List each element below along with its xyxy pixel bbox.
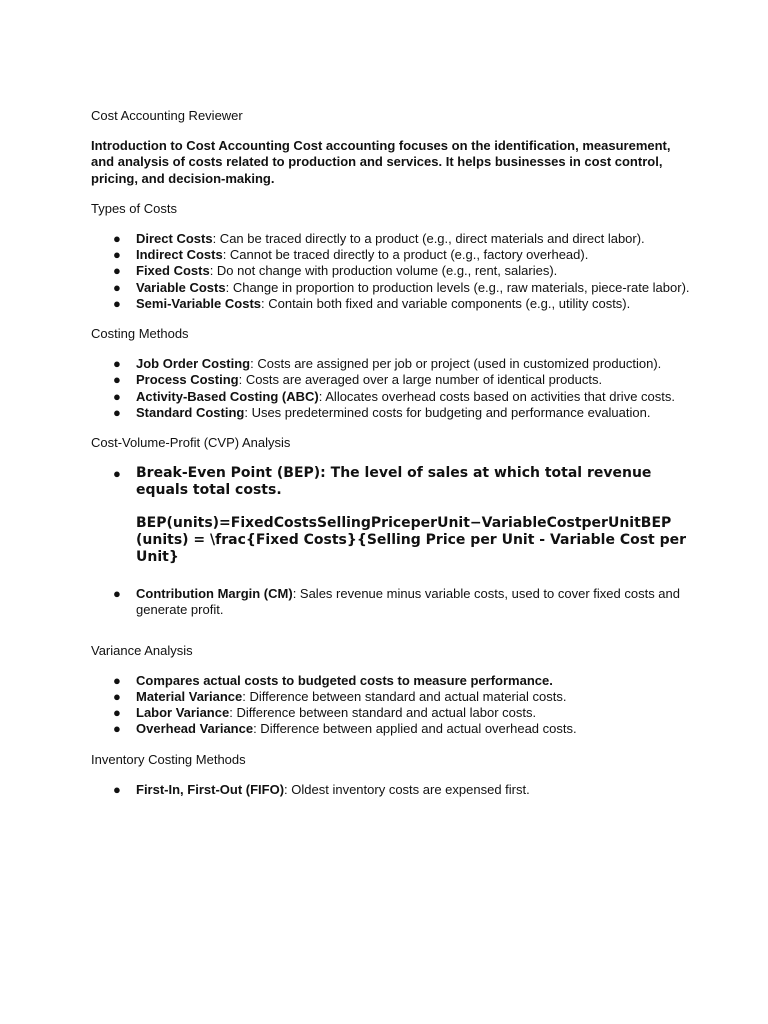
list-item: ● Overhead Variance: Difference between applied and actual overhead costs.: [113, 721, 577, 737]
heading-variance-analysis: Variance Analysis: [91, 642, 193, 658]
list-item: ● Semi-Variable Costs: Contain both fixed and variable components (e.g., utility costs).: [113, 295, 631, 311]
list-item: ● Contribution Margin (CM): Sales revenue minus variable costs, used to cover fixed costs and generate profit.: [113, 586, 680, 618]
heading-inventory-costing: Inventory Costing Methods: [91, 751, 246, 767]
intro-paragraph: Introduction to Cost Accounting Cost accounting focuses on the identification, measurement, and analysis of costs related to production and services. It helps businesses in cost control, pricing, and decision-making.: [91, 138, 671, 186]
document-title: Cost Accounting Reviewer: [91, 108, 243, 123]
list-item: ● Standard Costing: Uses predetermined costs for budgeting and performance evaluation.: [113, 404, 651, 420]
list-item-bep: ● Break-Even Point (BEP): The level of sales at which total revenue equals total costs.: [113, 465, 652, 499]
list-item: ● Material Variance: Difference between standard and actual material costs.: [113, 689, 567, 705]
list-item: ● Process Costing: Costs are averaged over a large number of identical products.: [113, 372, 603, 388]
bullet-icon: ●: [113, 672, 121, 688]
list-types-of-costs: [91, 231, 691, 312]
list-item: ● Fixed Costs: Do not change with production volume (e.g., rent, salaries).: [113, 263, 558, 279]
list-variance: [91, 673, 691, 738]
bullet-icon: ●: [113, 295, 121, 311]
list-item: ● Direct Costs: Can be traced directly to a product (e.g., direct materials and direct labor).: [113, 231, 645, 247]
list-item: ● Activity-Based Costing (ABC): Allocates overhead costs based on activities that drive costs.: [113, 388, 675, 404]
list-item: ● Indirect Costs: Cannot be traced directly to a product (e.g., factory overhead).: [113, 247, 589, 263]
bullet-icon: ●: [113, 388, 121, 404]
list-item: ● First-In, First-Out (FIFO): Oldest inventory costs are expensed first.: [113, 781, 530, 797]
bep-formula: BEP(units)=FixedCostsSellingPriceperUnit−VariableCostperUnitBEP (units) = \frac{Fixed Costs}{Selling Price per Unit - Variable Cost per Unit}: [136, 515, 687, 566]
bullet-icon: ●: [113, 279, 121, 295]
heading-cvp-analysis: Cost-Volume-Profit (CVP) Analysis: [91, 435, 291, 451]
bullet-icon: ●: [113, 689, 121, 705]
bullet-icon: ●: [113, 781, 121, 797]
bullet-icon: ●: [113, 705, 121, 721]
list-item: ● Labor Variance: Difference between standard and actual labor costs.: [113, 705, 537, 721]
bullet-icon: ●: [113, 372, 121, 388]
list-item: ● Variable Costs: Change in proportion to production levels (e.g., raw materials, piece-rate labor).: [113, 279, 690, 295]
list-inventory: [91, 782, 691, 798]
list-item: ● Job Order Costing: Costs are assigned per job or project (used in customized production).: [113, 356, 662, 372]
bullet-icon: ●: [113, 721, 121, 737]
bullet-icon: ●: [113, 263, 121, 279]
list-item: ● Compares actual costs to budgeted costs to measure performance.: [113, 672, 553, 688]
bullet-icon: ●: [113, 404, 121, 420]
bullet-icon: ●: [113, 231, 121, 247]
document-page: [91, 108, 691, 812]
heading-costing-methods: Costing Methods: [91, 326, 189, 342]
bullet-icon: ●: [113, 247, 121, 263]
list-cvp-cm: [91, 586, 691, 618]
bullet-icon: ●: [113, 356, 121, 372]
heading-types-of-costs: Types of Costs: [91, 200, 177, 216]
bullet-icon: ●: [113, 586, 121, 602]
cvp-block: [91, 465, 691, 566]
bullet-icon: ●: [113, 466, 121, 482]
list-cvp-bep: [91, 465, 691, 499]
list-costing-methods: [91, 356, 691, 421]
